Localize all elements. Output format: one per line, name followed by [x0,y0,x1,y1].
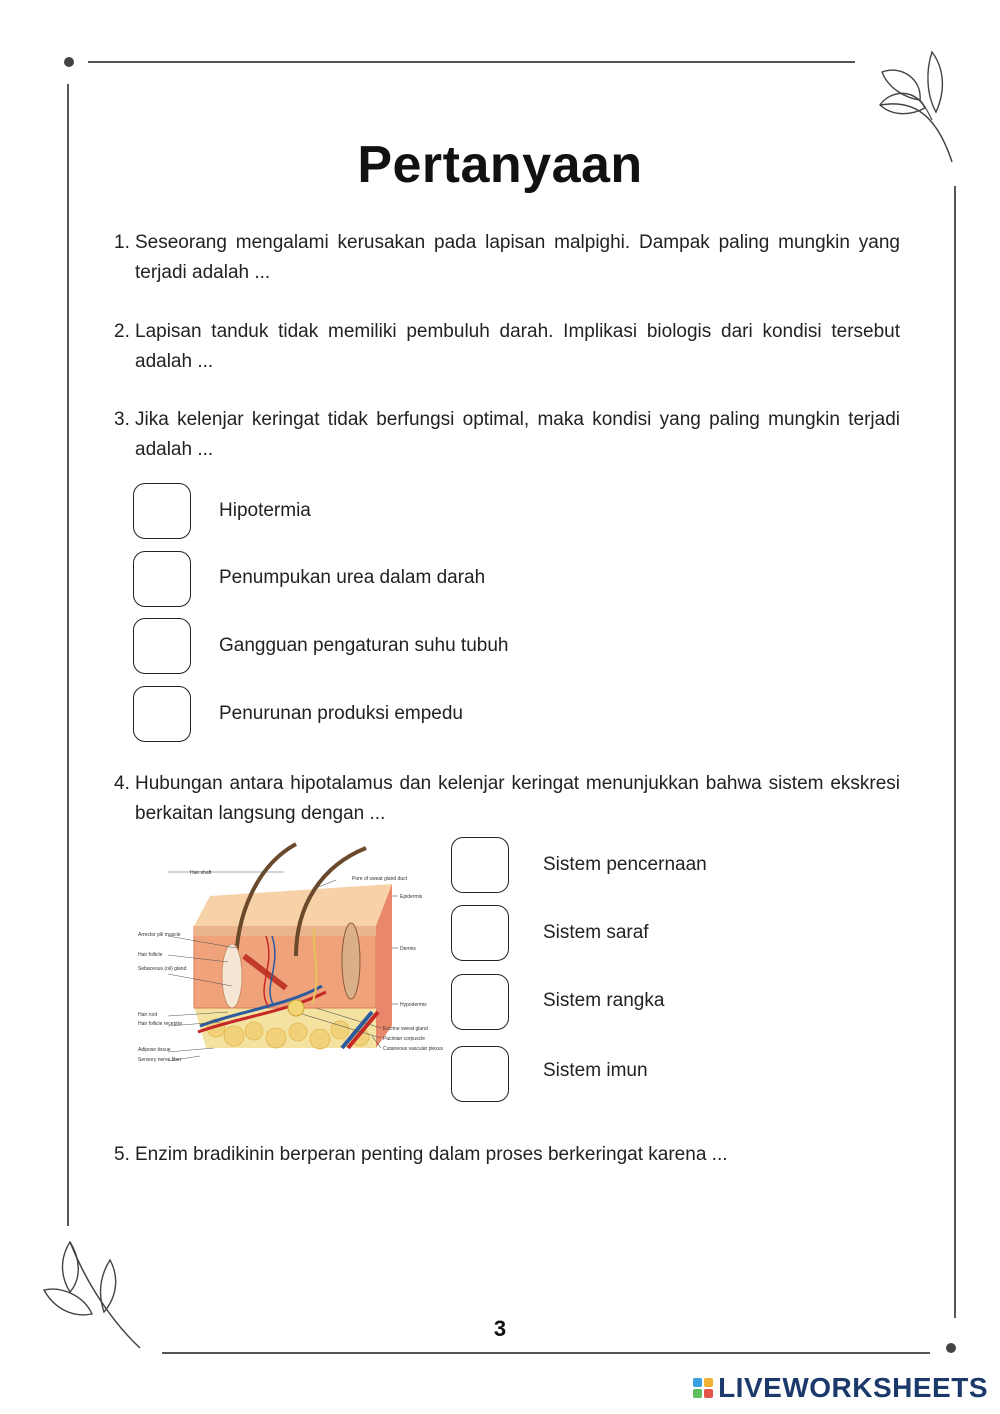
liveworksheets-logo-text: LIVEWORKSHEETS [718,1372,988,1403]
diagram-label: Sebaceous (oil) gland [138,966,187,972]
question-5 [114,1140,900,1170]
q4-option-1-label: Sistem pencernaan [543,854,707,875]
question-number: 1. [114,232,130,253]
diagram-label: Hair follicle [138,952,163,958]
question-number: 2. [114,321,130,342]
page-title: Pertanyaan [357,136,643,194]
liveworksheets-logo-icon [693,1378,713,1398]
liveworksheets-logo[interactable] [693,1372,988,1404]
question-text: Seseorang mengalami kerusakan pada lapisan malpighi. Dampak paling mungkin yang terjadi adalah ... [135,232,900,283]
q3-option-2-label: Penumpukan urea dalam darah [219,567,486,588]
skin-structure-diagram [136,836,444,1068]
diagram-label: Eccrine sweat gland [383,1026,428,1032]
logo-square [704,1389,713,1398]
question-text: Hubungan antara hipotalamus dan kelenjar keringat menunjukkan bahwa sistem ekskresi berkaitan langsung dengan ... [135,773,900,824]
diagram-label: Pore of sweat gland duct [352,876,408,882]
q3-option-3-label: Gangguan pengaturan suhu tubuh [219,635,509,656]
question-4 [114,769,900,829]
q3-option-2-checkbox[interactable] [133,551,191,607]
question-2 [114,317,900,377]
diagram-label: Adipose tissue [138,1047,171,1053]
diagram-label: Epidermis [400,894,423,900]
question-1 [114,228,900,288]
question-text: Jika kelenjar keringat tidak berfungsi optimal, maka kondisi yang paling mungkin terjadi adalah ... [135,409,900,460]
q3-option-4-checkbox[interactable] [133,686,191,742]
q3-option-1-checkbox[interactable] [133,483,191,539]
q4-option-3-checkbox[interactable] [451,974,509,1030]
frame-top-line [88,61,855,63]
diagram-label: Hypodermis [400,1002,427,1008]
diagram-label: Sensory nerve fiber [138,1057,182,1063]
logo-square [693,1389,702,1398]
question-text: Lapisan tanduk tidak memiliki pembuluh darah. Implikasi biologis dari kondisi tersebut adalah ... [135,321,900,372]
frame-right-line [954,186,956,1318]
q4-option-2-checkbox[interactable] [451,905,509,961]
question-text: Enzim bradikinin berperan penting dalam proses berkeringat karena ... [135,1144,728,1165]
diagram-label: Arrector pili muscle [138,932,181,938]
diagram-label: Hair follicle receptor [138,1021,183,1027]
q3-option-4-label: Penurunan produksi empedu [219,703,464,724]
logo-square [704,1378,713,1387]
q4-option-3-label: Sistem rangka [543,990,665,1011]
question-number: 4. [114,773,130,794]
q4-option-4-label: Sistem imun [543,1060,648,1081]
frame-dot-bottom-right [946,1343,956,1353]
q3-option-3-checkbox[interactable] [133,618,191,674]
question-number: 3. [114,409,130,430]
diagram-label: Hair shaft [190,870,212,876]
q4-option-1-checkbox[interactable] [451,837,509,893]
diagram-label: Cutaneous vascular plexus [383,1046,444,1052]
q3-option-1-label: Hipotermia [219,500,311,521]
diagram-label: Hair root [138,1012,158,1018]
page-number: 3 [493,1316,507,1341]
logo-square [693,1378,702,1387]
question-number: 5. [114,1144,130,1165]
frame-left-line [67,84,69,1226]
q4-option-4-checkbox[interactable] [451,1046,509,1102]
q4-option-2-label: Sistem saraf [543,922,649,943]
frame-dot-top-left [64,57,74,67]
frame-bottom-line [162,1352,930,1354]
diagram-label: Dermis [400,946,416,952]
diagram-label: Pacinian corpuscle [383,1036,425,1042]
question-3 [114,405,900,465]
